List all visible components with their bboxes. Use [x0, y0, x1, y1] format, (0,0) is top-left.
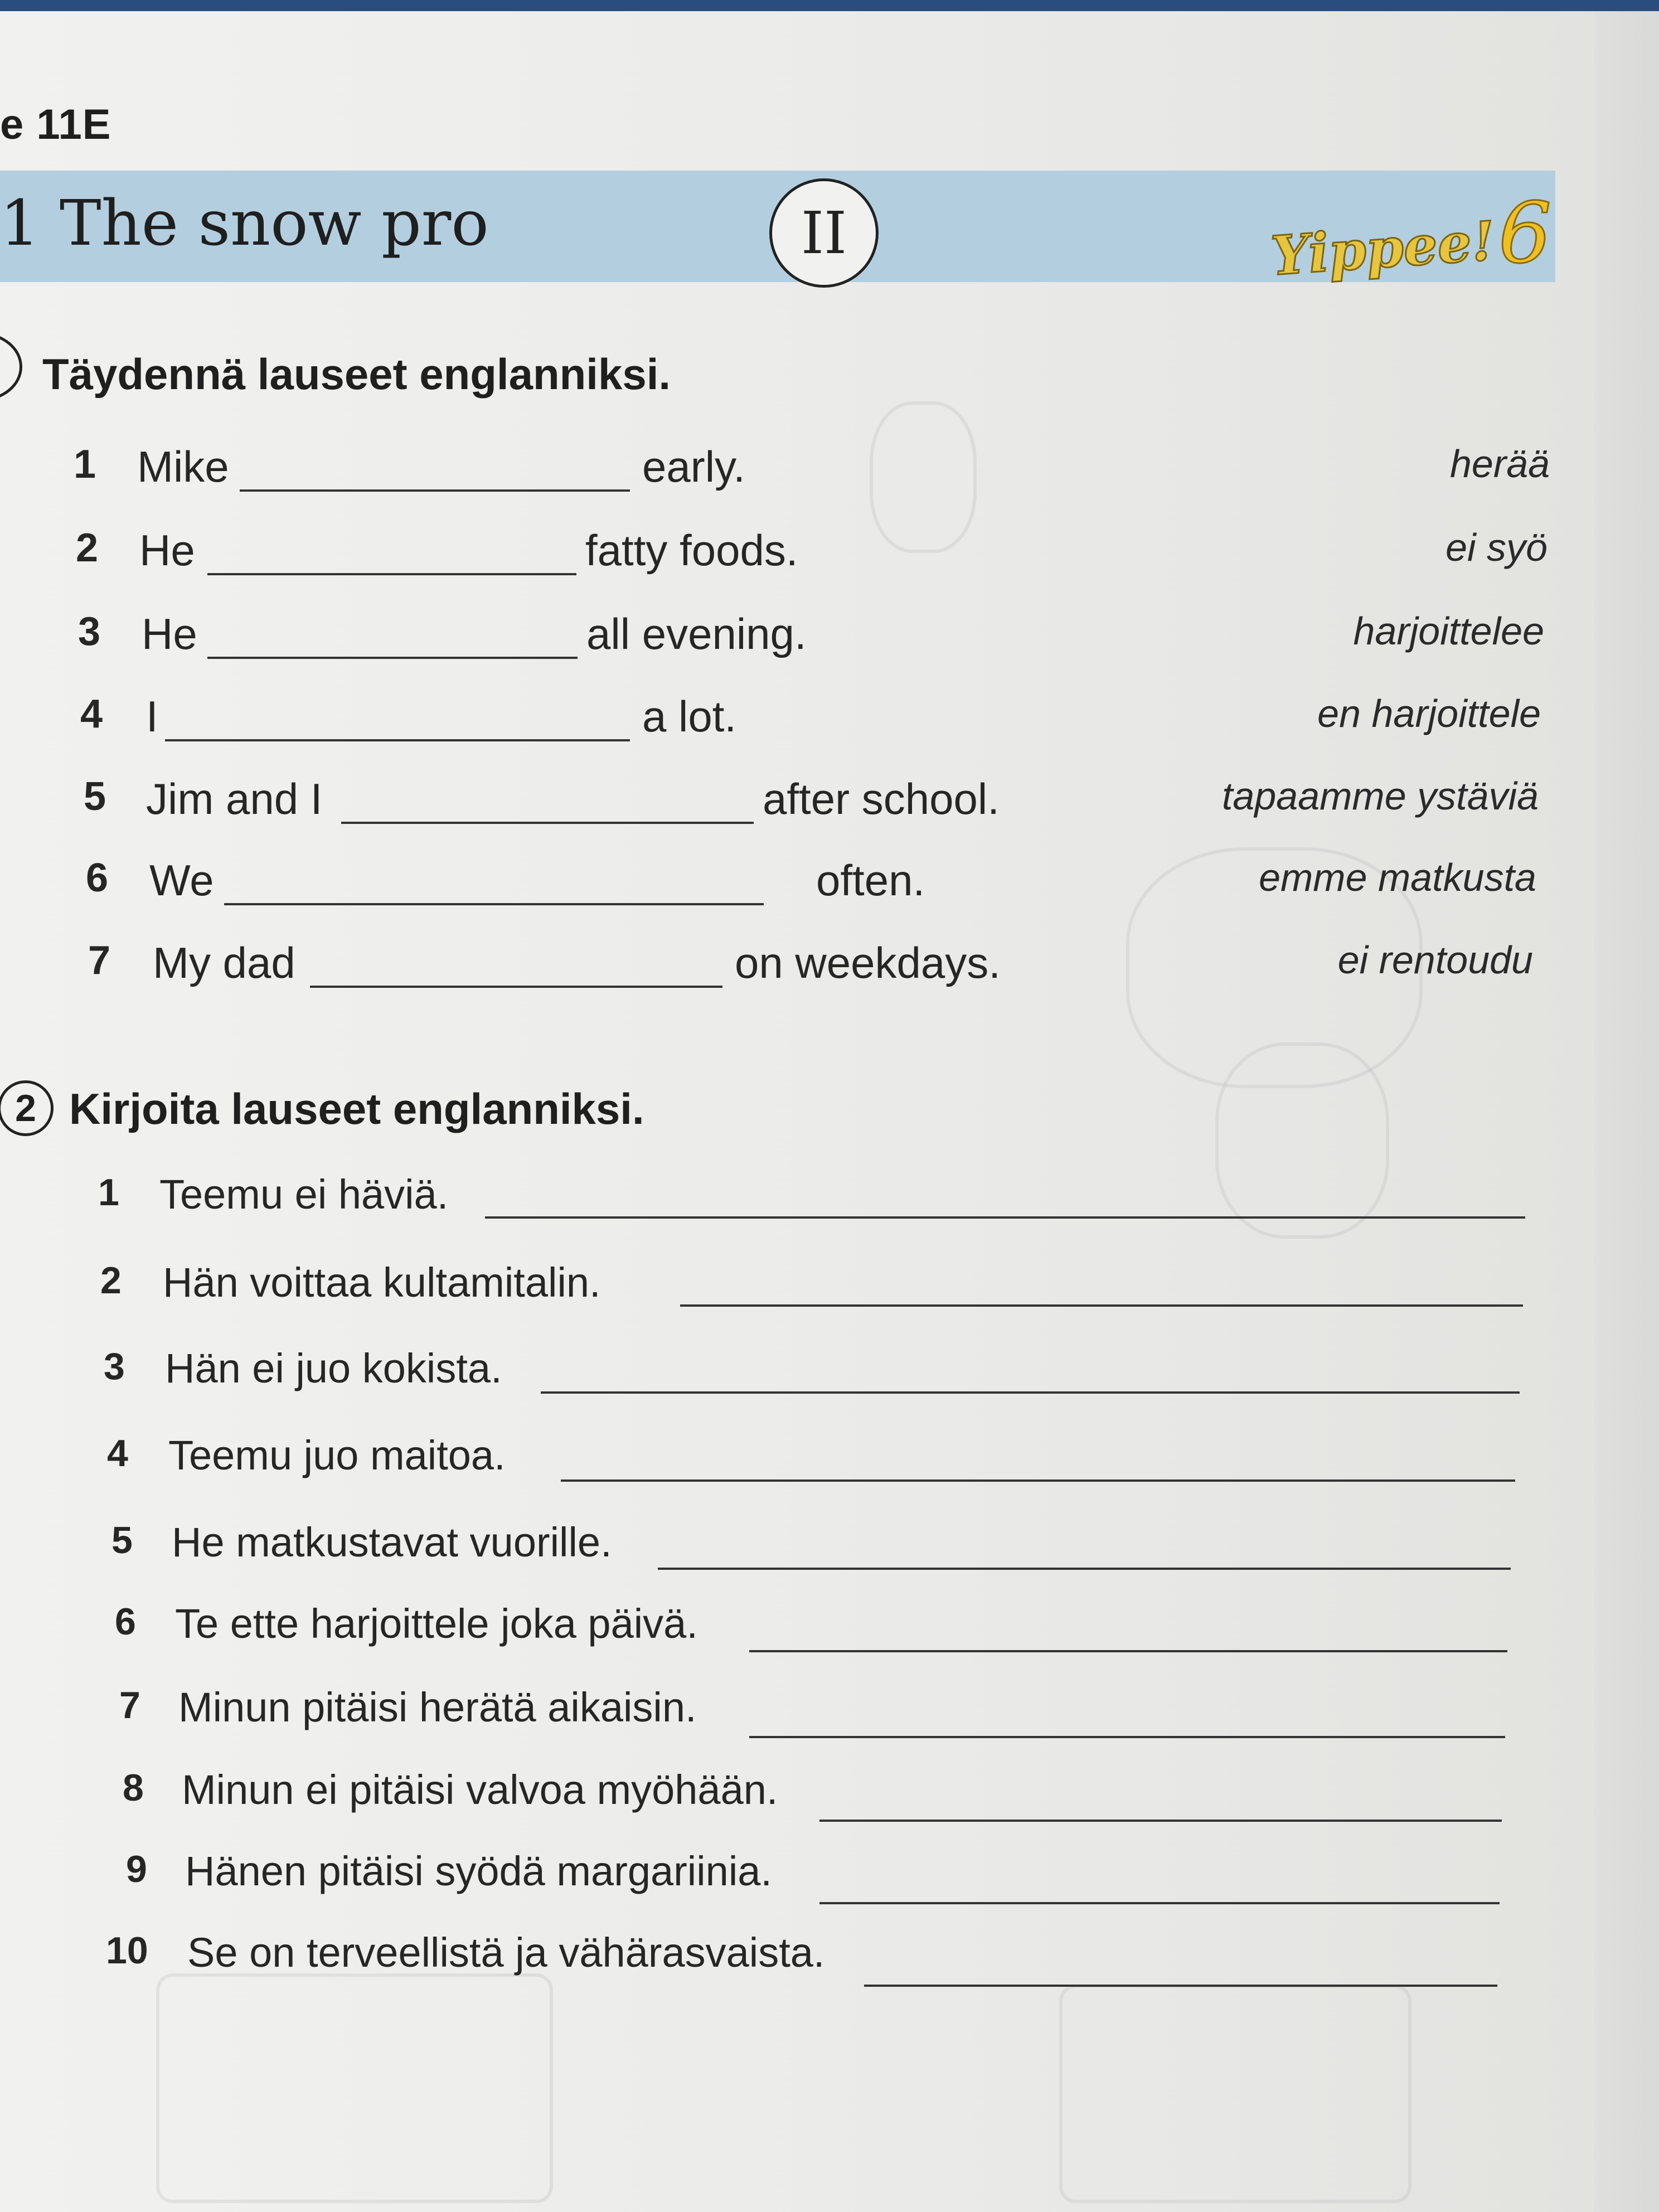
item-number: 1	[98, 1171, 119, 1214]
finnish-sentence: Hänen pitäisi syödä margariinia.	[185, 1848, 772, 1894]
item-ending: after school.	[763, 774, 1000, 823]
item-number: 7	[88, 938, 111, 983]
level-label: II	[801, 199, 847, 267]
item-subject: Mike	[137, 442, 229, 491]
exercise-2-item	[0, 1171, 1561, 1226]
chapter-title: 1 The snow pro	[0, 187, 489, 260]
exercise-1-item	[0, 691, 1561, 747]
item-number: 5	[111, 1519, 133, 1561]
logo-word: Yippee!	[1269, 209, 1497, 288]
exercise-2-number-circle	[0, 1080, 54, 1136]
answer-blank[interactable]	[207, 573, 576, 575]
exercise-1-item	[0, 442, 1561, 497]
finnish-hint: ei rentoudu	[1337, 938, 1533, 982]
answer-line[interactable]	[749, 1650, 1507, 1652]
finnish-sentence: Se on terveellistä ja vähärasvaista.	[187, 1929, 825, 1976]
finnish-hint: en harjoittele	[1317, 692, 1541, 735]
exercise-2-item	[0, 1259, 1561, 1314]
item-number: 9	[126, 1848, 147, 1890]
finnish-hint: tapaamme ystäviä	[1221, 774, 1539, 818]
answer-line[interactable]	[749, 1736, 1505, 1738]
exercise-2-item	[0, 1766, 1561, 1822]
item-number: 2	[76, 526, 99, 570]
logo-number: 6	[1498, 185, 1552, 282]
level-badge	[769, 178, 879, 288]
answer-line[interactable]	[819, 1820, 1502, 1822]
item-number: 6	[86, 856, 109, 900]
finnish-hint: ei syö	[1445, 526, 1548, 569]
item-number: 5	[84, 774, 106, 819]
item-subject: We	[149, 856, 214, 905]
item-ending: all evening.	[586, 609, 807, 658]
item-number: 4	[107, 1432, 128, 1474]
faint-illustration	[156, 1973, 553, 2203]
yippee-logo	[1269, 181, 1552, 288]
answer-blank[interactable]	[341, 822, 754, 824]
finnish-hint: harjoittelee	[1353, 609, 1544, 653]
exercise-1-item	[0, 525, 1561, 581]
item-number: 3	[104, 1345, 125, 1388]
exercise-2-item	[0, 1345, 1561, 1400]
finnish-sentence: Hän voittaa kultamitalin.	[163, 1259, 601, 1306]
answer-blank[interactable]	[165, 739, 630, 741]
exercise-2-item	[0, 1600, 1561, 1656]
finnish-sentence: Teemu juo maitoa.	[168, 1432, 506, 1478]
item-number: 10	[106, 1929, 148, 1972]
finnish-sentence: Minun ei pitäisi valvoa myöhään.	[182, 1767, 778, 1813]
item-subject: My dad	[153, 938, 295, 987]
item-subject: He	[142, 609, 197, 658]
exercise-2-item	[0, 1519, 1561, 1574]
answer-line[interactable]	[658, 1568, 1511, 1570]
item-number: 7	[119, 1684, 140, 1726]
answer-line[interactable]	[541, 1391, 1520, 1394]
exercise-1-item	[0, 774, 1561, 830]
page-edge	[1594, 11, 1659, 2212]
exercise-2-item	[0, 1847, 1561, 1903]
finnish-sentence: Teemu ei häviä.	[159, 1171, 449, 1217]
exercise-1-item	[0, 938, 1561, 993]
item-number: 4	[80, 692, 103, 736]
answer-blank[interactable]	[310, 986, 722, 988]
finnish-sentence: Hän ei juo kokista.	[165, 1345, 502, 1391]
finnish-hint: emme matkusta	[1259, 856, 1536, 899]
faint-illustration	[1059, 1985, 1411, 2203]
answer-blank[interactable]	[207, 657, 578, 659]
answer-line[interactable]	[561, 1479, 1515, 1482]
item-ending: early.	[642, 442, 745, 491]
answer-blank[interactable]	[240, 489, 630, 492]
exercise-2-item	[0, 1432, 1561, 1487]
item-number: 2	[100, 1259, 122, 1302]
exercise-2-item	[0, 1929, 1561, 1985]
item-ending: a lot.	[642, 692, 737, 741]
item-subject: I	[146, 692, 158, 741]
item-number: 3	[78, 609, 101, 654]
exercise-2-title: Kirjoita lauseet englanniksi.	[69, 1084, 644, 1133]
answer-line[interactable]	[680, 1304, 1523, 1307]
answer-line[interactable]	[819, 1902, 1500, 1904]
exercise-1-item	[0, 609, 1561, 664]
finnish-sentence: He matkustavat vuorille.	[172, 1519, 612, 1565]
answer-line[interactable]	[864, 1985, 1497, 1987]
exercise-1-item	[0, 855, 1561, 911]
item-ending: often.	[816, 856, 925, 905]
item-subject: Jim and I	[146, 774, 323, 823]
chapter-code: e 11E	[0, 101, 111, 148]
answer-blank[interactable]	[224, 903, 764, 905]
finnish-sentence: Minun pitäisi herätä aikaisin.	[178, 1684, 697, 1730]
item-number: 6	[115, 1600, 136, 1643]
exercise-2-item	[0, 1684, 1561, 1739]
finnish-hint: herää	[1449, 442, 1550, 486]
exercise-2-number: 2	[15, 1087, 36, 1129]
item-number: 1	[74, 442, 96, 487]
item-ending: fatty foods.	[585, 526, 798, 575]
item-subject: He	[139, 526, 195, 575]
item-ending: on weekdays.	[735, 938, 1001, 987]
item-number: 8	[123, 1767, 144, 1809]
exercise-1-title: Täydennä lauseet englanniksi.	[42, 350, 671, 399]
finnish-sentence: Te ette harjoittele joka päivä.	[175, 1600, 698, 1647]
answer-line[interactable]	[485, 1216, 1525, 1219]
